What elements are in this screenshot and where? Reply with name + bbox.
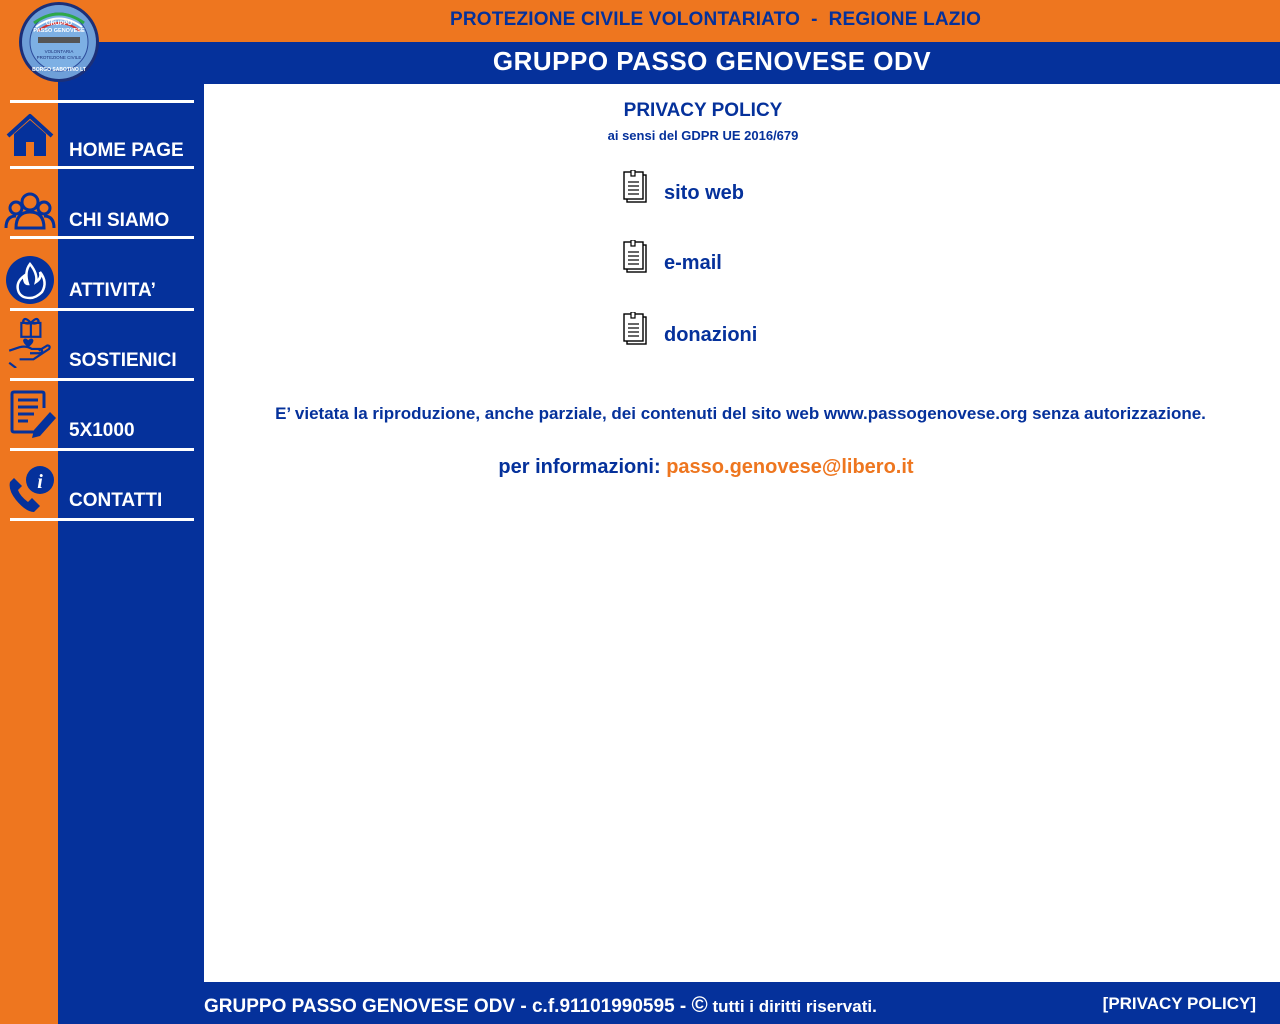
footer-rights: tutti i diritti riservati.: [707, 997, 877, 1016]
nav-chi-siamo[interactable]: [0, 170, 204, 240]
document-icon: [622, 312, 648, 346]
nav-label: 5X1000: [69, 420, 135, 441]
doc-label: e-mail: [664, 252, 722, 274]
nav-5x1000[interactable]: [0, 380, 204, 450]
document-icon: [622, 240, 648, 274]
info-label: per informazioni:: [498, 456, 661, 478]
gift-hand-icon: [4, 316, 56, 368]
document-icon: [622, 170, 648, 204]
footer-org-info: GRUPPO PASSO GENOVESE ODV - c.f.91101990595 -: [204, 996, 692, 1017]
info-email-link[interactable]: passo.genovese@libero.it: [666, 456, 914, 478]
nav-label: CHI SIAMO: [69, 210, 170, 231]
nav-attivita[interactable]: [0, 240, 204, 310]
footer-text: [204, 992, 877, 1018]
nav-divider: [10, 166, 194, 169]
users-icon: [4, 188, 56, 240]
svg-text:i: i: [37, 471, 43, 493]
logo-text-sub2: PROTEZIONE CIVILE: [36, 55, 82, 60]
page-title: PRIVACY POLICY: [623, 100, 783, 121]
phone-info-icon: [4, 464, 56, 516]
doc-label: donazioni: [664, 324, 758, 346]
nav-contatti[interactable]: [0, 450, 204, 520]
nav-home-page[interactable]: [0, 100, 204, 170]
logo-text-sub1: VOLONTARIA: [44, 49, 74, 54]
page-subtitle: ai sensi del GDPR UE 2016/679: [607, 128, 799, 143]
document-pen-icon: [4, 388, 56, 440]
footer: [204, 982, 1280, 1024]
nav-label: HOME PAGE: [69, 140, 184, 161]
logo-text-arc: BORGO SABOTINO LT: [32, 67, 86, 73]
fire-icon: [4, 254, 56, 306]
home-icon: [4, 110, 56, 162]
copyright-notice: E’ vietata la riproduzione, anche parziale, dei contenuti del sito web www.passogenovese.org senza autorizzazione.: [275, 404, 1206, 423]
doc-label: sito web: [664, 182, 745, 204]
logo-text-mid: PASSO GENOVESE: [33, 28, 85, 34]
info-line: [204, 456, 1208, 479]
nav-label: ATTIVITA’: [69, 280, 156, 301]
nav-label: CONTATTI: [69, 490, 163, 511]
nav-divider: [10, 518, 194, 521]
logo-text-top: GRUPPO: [45, 21, 73, 27]
logo-icon[interactable]: [18, 1, 100, 83]
main-content: [204, 84, 1280, 982]
nav-label: SOSTIENICI: [69, 350, 177, 371]
nav-divider: [10, 236, 194, 239]
copyright-symbol: ©: [691, 992, 708, 1017]
org-title: GRUPPO PASSO GENOVESE ODV: [492, 46, 932, 76]
footer-privacy-link[interactable]: [PRIVACY POLICY]: [1102, 994, 1256, 1013]
nav-sostienici[interactable]: [0, 310, 204, 380]
top-title: PROTEZIONE CIVILE VOLONTARIATO - REGIONE LAZIO: [450, 9, 982, 30]
